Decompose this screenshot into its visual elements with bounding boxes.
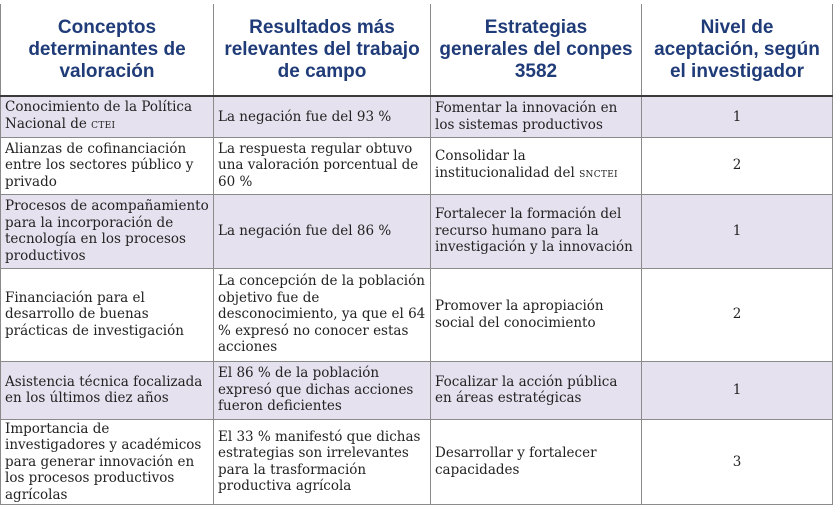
concept-cell: Importancia de investigadores y académicos para generar innovación en los procesos productivos agrícolas — [1, 419, 214, 505]
concept-abbreviation: CTEI — [91, 120, 116, 131]
result-cell: La negación fue del 93 % — [214, 96, 431, 137]
header-concepts: Conceptos determinantes de valoración — [1, 4, 214, 96]
strategy-abbreviation: SNCTEI — [579, 169, 618, 180]
level-cell: 3 — [642, 419, 833, 505]
table-row — [1, 419, 833, 505]
concept-cell: Asistencia técnica focalizada en los últimos diez años — [1, 361, 214, 419]
header-row — [1, 4, 833, 96]
strategy-cell: Fomentar la innovación en los sistemas productivos — [431, 96, 642, 137]
result-cell: La negación fue del 86 % — [214, 194, 431, 268]
strategy-cell — [431, 137, 642, 194]
table-row — [1, 137, 833, 194]
concept-cell — [1, 96, 214, 137]
concept-cell: Alianzas de cofinanciación entre los sectores público y privado — [1, 137, 214, 194]
concept-text: Conocimiento de la Política Nacional de — [5, 99, 193, 132]
concept-cell: Procesos de acompañamiento para la incorporación de tecnología en los procesos productivos — [1, 194, 214, 268]
level-cell: 1 — [642, 194, 833, 268]
level-cell: 1 — [642, 96, 833, 137]
header-strategies: Estrategias generales del conpes 3582 — [431, 4, 642, 96]
strategy-cell: Desarrollar y fortalecer capacidades — [431, 419, 642, 505]
strategy-cell: Fortalecer la formación del recurso humano para la investigación y la innovación — [431, 194, 642, 268]
valuation-table — [0, 4, 833, 505]
table-row — [1, 96, 833, 137]
table-row — [1, 361, 833, 419]
level-cell: 2 — [642, 268, 833, 361]
level-cell: 2 — [642, 137, 833, 194]
table-row — [1, 194, 833, 268]
result-cell: La respuesta regular obtuvo una valoración porcentual de 60 % — [214, 137, 431, 194]
result-cell: El 33 % manifestó que dichas estrategias son irrelevantes para la trasformación productiva agrícola — [214, 419, 431, 505]
strategy-text: Consolidar la institucionalidad del — [435, 148, 575, 181]
strategy-cell: Focalizar la acción pública en áreas estratégicas — [431, 361, 642, 419]
result-cell: El 86 % de la población expresó que dichas acciones fueron deficientes — [214, 361, 431, 419]
concept-cell: Financiación para el desarrollo de buenas prácticas de investigación — [1, 268, 214, 361]
result-cell: La concepción de la población objetivo fue de desconocimiento, ya que el 64 % expresó no conocer estas acciones — [214, 268, 431, 361]
level-cell: 1 — [642, 361, 833, 419]
header-results: Resultados más relevantes del trabajo de campo — [214, 4, 431, 96]
strategy-cell: Promover la apropiación social del conocimiento — [431, 268, 642, 361]
header-acceptance-level: Nivel de aceptación, según el investigador — [642, 4, 833, 96]
table-row — [1, 268, 833, 361]
